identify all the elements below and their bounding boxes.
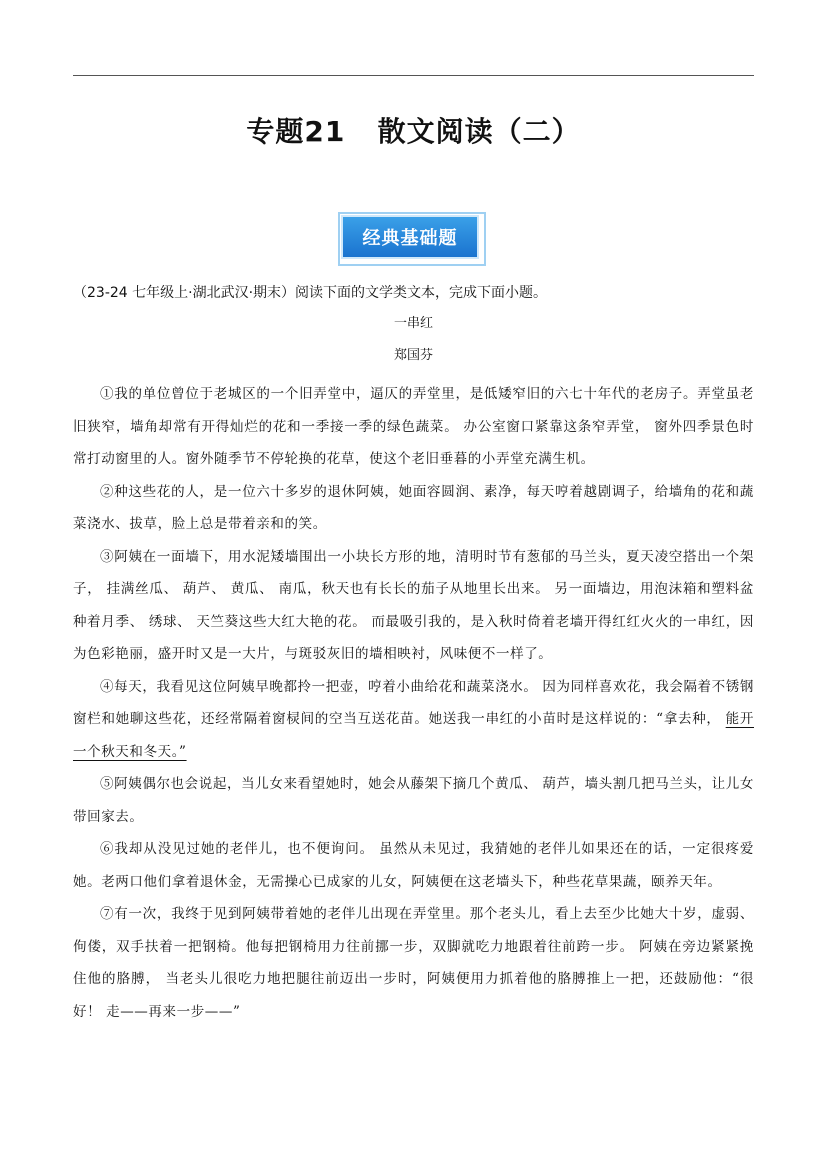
header-rule: [73, 75, 754, 76]
paragraph-1: ①我的单位曾位于老城区的一个旧弄堂中，逼仄的弄堂里，是低矮窄旧的六七十年代的老房子。弄堂虽老旧狭窄，墙角却常有开得灿烂的花和一季接一季的绿色蔬菜。 办公室窗口紧靠这条窄弄堂， 窗外四季景色时常打动窗里的人。窗外随季节不停轮换的花草，使这个老旧垂暮的小弄堂充满生机。: [73, 386, 754, 467]
article-title: 一串红: [393, 316, 433, 331]
article-author: 郑国芬: [393, 348, 433, 363]
section-badge: [338, 212, 486, 266]
paragraph-3: ③阿姨在一面墙下，用水泥矮墙围出一小块长方形的地，清明时节有葱郁的马兰头，夏天凌空搭出一个架子， 挂满丝瓜、 葫芦、 黄瓜、 南瓜，秋天也有长长的茄子从地里长出来。 另一面墙边，用泡沫箱和塑料盆种着月季、 绣球、 天竺葵这些大红大艳的花。 而最吸引我的，是入秋时倚着老墙开得红红火火的一串红，因为色彩艳丽，盛开时又是一大片，与斑驳灰旧的墙相映衬，风味便不一样了。: [73, 548, 754, 662]
article-body: [73, 378, 754, 1028]
paragraph-5: ⑤阿姨偶尔也会说起，当儿女来看望她时，她会从藤架下摘几个黄瓜、 葫芦，墙头割几把马兰头，让儿女带回家去。: [73, 776, 754, 825]
question-source: （23-24 七年级上·湖北武汉·期末）阅读下面的文学类文本，完成下面小题。: [73, 285, 548, 301]
paragraph-4-text: ④每天，我看见这位阿姨早晚都拎一把壶，哼着小曲给花和蔬菜浇水。 因为同样喜欢花，我会隔着不锈钢窗栏和她聊这些花，还经常隔着窗棂间的空当互送花苗。她送我一串红的小苗时是这样说的：“拿去种，: [73, 678, 754, 727]
page-title: 专题21 散文阅读（二）: [246, 115, 581, 148]
paragraph-6: ⑥我却从没见过她的老伴儿，也不便询问。 虽然从未见过，我猜她的老伴儿如果还在的话，一定很疼爱她。老两口他们拿着退休金，无需操心已成家的儿女，阿姨便在这老墙头下，种些花草果蔬，颐养天年。: [73, 841, 754, 890]
paragraph-2: ②种这些花的人，是一位六十多岁的退休阿姨，她面容圆润、素净，每天哼着越剧调子，给墙角的花和蔬菜浇水、拔草，脸上总是带着亲和的笑。: [73, 483, 754, 532]
paragraph-4: [73, 671, 754, 769]
underlined-sentence: 能开一个秋天和冬天。”: [73, 711, 754, 760]
paragraph-7: ⑦有一次，我终于见到阿姨带着她的老伴儿出现在弄堂里。那个老头儿，看上去至少比她大十岁，虚弱、佝偻，双手扶着一把钢椅。他每把钢椅用力往前挪一步，双脚就吃力地跟着往前跨一步。 阿姨在旁边紧紧挽住他的胳膊， 当老头儿很吃力地把腿往前迈出一步时，阿姨便用力抓着他的胳膊推上一把，还鼓励他：“很好！ 走——再来一步——”: [73, 906, 754, 1020]
badge-label: 经典基础题: [343, 217, 477, 257]
